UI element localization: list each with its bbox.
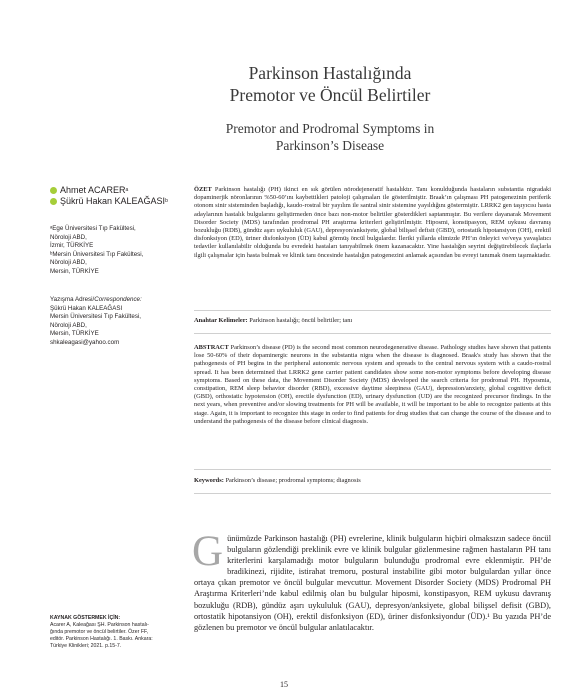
abstract-english-label: ABSTRACT bbox=[194, 344, 229, 351]
affiliation-line: ᵇMersin Üniversitesi Tıp Fakültesi, bbox=[50, 250, 144, 258]
drop-cap: G bbox=[192, 528, 224, 575]
title-turkish-line-2: Premotor ve Öncül Belirtiler bbox=[229, 85, 431, 105]
title-turkish bbox=[180, 62, 480, 106]
affiliations bbox=[50, 225, 190, 277]
page-number: 15 bbox=[280, 680, 288, 689]
correspondence bbox=[50, 296, 190, 348]
citation-line: Acarer A, Kaleağası ŞH. Parkinson hastalı- bbox=[50, 622, 149, 628]
citation-line: Türkiye Klinikleri; 2021. p.15-7. bbox=[50, 643, 122, 649]
keywords-english bbox=[194, 477, 551, 485]
author-name: Şükrü Hakan KALEAĞASI bbox=[60, 196, 166, 206]
correspondence-line: Mersin, TÜRKİYE bbox=[50, 330, 99, 338]
affiliation-line: ᵃEge Üniversitesi Tıp Fakültesi, bbox=[50, 225, 136, 232]
keywords-english-label: Keywords: bbox=[194, 477, 224, 484]
correspondence-email[interactable]: shkaleagasi@yahoo.com bbox=[50, 338, 120, 346]
divider bbox=[194, 469, 551, 470]
title-english-line-2: Parkinson’s Disease bbox=[275, 138, 385, 153]
title-turkish-line-1: Parkinson Hastalığında bbox=[248, 63, 412, 83]
citation-heading: KAYNAK GÖSTERMEK İÇİN: bbox=[50, 615, 121, 621]
orcid-icon[interactable] bbox=[50, 187, 57, 194]
correspondence-line: Nöroloji ABD, bbox=[50, 321, 87, 329]
citation-line: editör. Parkinson Hastalığı. 1. Baskı. Ankara: bbox=[50, 636, 153, 642]
authors bbox=[50, 185, 190, 207]
correspondence-line: Şükrü Hakan KALEAĞASI bbox=[50, 304, 123, 312]
affiliation-line: Mersin, TÜRKİYE bbox=[50, 267, 99, 275]
abstract-english bbox=[194, 344, 551, 426]
abstract-turkish-body: Parkinson hastalığı (PH) ikinci en sık görülen nörodejeneratif hastalıktır. Tanı konulduğunda hastaların substantia nigradaki dopaminerjik nöronlarının %50-60’ını kaybettikleri patoloji çalışmaları ile gösterilmiştir. Braak’ın çalışması PH patogenezinin periferik otonom sinir sisteminden başladığı, kaudo-rostral bir yayılım ile santral sinir sistemine yayıldığını göstermiştir. LRRK2 gen taşıyıcısı hasta adaylarının hastalık bulgularını geliştirmeden önce bazı non-motor belirtiler gösterdikleri saptanmıştır. Bu verilere dayanarak Movement Disorder Society (MDS) tarafından prodromal PH araştırma kriterleri geliştirilmiştir. Hiposmi, konstipasyon, REM uykusu davranış bozukluğu (RDB), gündüz aşırı uykululuk (GAU), depresyon/anksiyete, global bilişsel defisit (GBD), ortostatik hipotansiyon (OH), erektil disfonksiyon (ED), üriner disfonksiyon (ÜD) kabul görmüş öncül bulgulardır. İleriki yıllarda elimizde PH’ın önleyici ve/veya yavaşlatıcı tedaviler kullanılabilir olduğunda bu evredeki hastaları tanıyabilmek önem kazanacaktır. Yine hastalığın seyrini değiştirebilecek ilaçlarla ilgili çalışmalar için hasta bulmak ve klinik tanı öncesinde hastalığın patogenezini anlamak açısından bu evreyi tanımak önem taşımaktadır. bbox=[194, 186, 551, 259]
title-english-line-1: Premotor and Prodromal Symptoms in bbox=[225, 121, 435, 136]
citation-box bbox=[50, 615, 180, 650]
correspondence-line: Mersin Üniversitesi Tıp Fakültesi, bbox=[50, 313, 142, 321]
affiliation-line: Nöroloji ABD, bbox=[50, 259, 87, 267]
title-english bbox=[180, 120, 480, 154]
divider bbox=[194, 333, 551, 334]
author-sup: b bbox=[165, 198, 168, 204]
orcid-icon[interactable] bbox=[50, 198, 57, 205]
abstract-turkish-text bbox=[194, 186, 551, 260]
author-2 bbox=[50, 196, 190, 207]
keywords-turkish bbox=[194, 317, 551, 325]
body-paragraph: ünümüzde Parkinson hastalığı (PH) evrelerine, klinik bulguların hiçbiri olmaksızın sadece öncül bulguların gözlendiği preklinik evre ve klinik bulgular gözlenmesine rağmen hastaların PH tanı kriterlerini karşılamadığı motor bulguların bulunduğu prodromal evre eklenmiştir. PH’de bradikinezi, rijidite, istirahat tremoru, postural instabilite gibi motor bulgulardan yıllar önce ortaya çıkan premotor ve öncül bulgular mevcuttur. Movement Disorder Society (MDS) Prodromal PH Araştırma Kriterleri’nde kabul edilmiş olan bu bulgular hiposmi, konstipasyon, REM uykusu davranış bozukluğu (RDB), gündüz aşırı uykululuk (GAU), depresyon/anksiyete, global bilişsel defisit (GBD), ortostatik hipotansiyon (OH), erektil disfonksiyon (ED), üriner disfonksiyondur (ÜD).¹ Bu yazıda PH’de gözlenen bu premotor ve öncül bulgular anlatılacaktır. bbox=[194, 534, 551, 632]
author-1 bbox=[50, 185, 190, 196]
keywords-english-text: Parkinson’s disease; prodromal symptoms; diagnosis bbox=[225, 477, 361, 484]
abstract-english-body: Parkinson’s disease (PD) is the second most common neurodegenerative disease. Pathology studies have shown that patients lose 50-60% of their dopaminergic neurons in the substantia nigra when the disease is diagnosed. Braak's study has shown that the pathogenesis of PH begins in the peripheral autonomic nervous system and spreads to the central nervous system with a caudo-rostral spread. It has been determined that LRRK2 gene carrier patient candidates show some non-motor symptoms before developing disease symptoms. Based on these data, the Movement Disorder Society (MDS) developed the search criteria for prodromal PH. Hyposmia, constipation, REM sleep behavior disorder (RBD), excessive daytime sleepiness (GAU), depression/anxiety, global cognitive deficit (GBD), orthostatic hypotension (OH), erectile dysfunction (ED), urinary dysfunction (UD) are the recognized precursor findings. In the next years, when preventive and/or slowing treatments for PH will be available, it will be important to be able to recognize patients at this stage. Again, it is important to recognize this stage in order to find patients for drug studies that can change the course of the disease and to understand the pathogenesis of the disease before clinical diagnosis. bbox=[194, 344, 551, 425]
correspondence-label-tr: Yazışma Adresi/ bbox=[50, 296, 95, 303]
abstract-turkish bbox=[194, 186, 551, 260]
keywords-turkish-text: Parkinson hastalığı; öncül belirtiler; tanı bbox=[249, 317, 353, 324]
keywords-turkish-label: Anahtar Kelimeler: bbox=[194, 317, 248, 324]
divider bbox=[194, 310, 551, 311]
affiliation-line: İzmir, TÜRKİYE bbox=[50, 242, 94, 250]
author-sup: a bbox=[125, 187, 129, 193]
affiliation-line: Nöroloji ABD, bbox=[50, 233, 87, 241]
correspondence-label bbox=[50, 296, 190, 305]
author-name: Ahmet ACARER bbox=[60, 185, 126, 195]
citation-line: ğında premotor ve öncül belirtiler. Özer FF, bbox=[50, 629, 149, 635]
divider bbox=[194, 493, 551, 494]
body-text bbox=[192, 528, 551, 633]
abstract-turkish-label: ÖZET bbox=[194, 186, 212, 193]
correspondence-label-en: Correspondence: bbox=[94, 296, 142, 303]
abstract-english-text bbox=[194, 344, 551, 426]
